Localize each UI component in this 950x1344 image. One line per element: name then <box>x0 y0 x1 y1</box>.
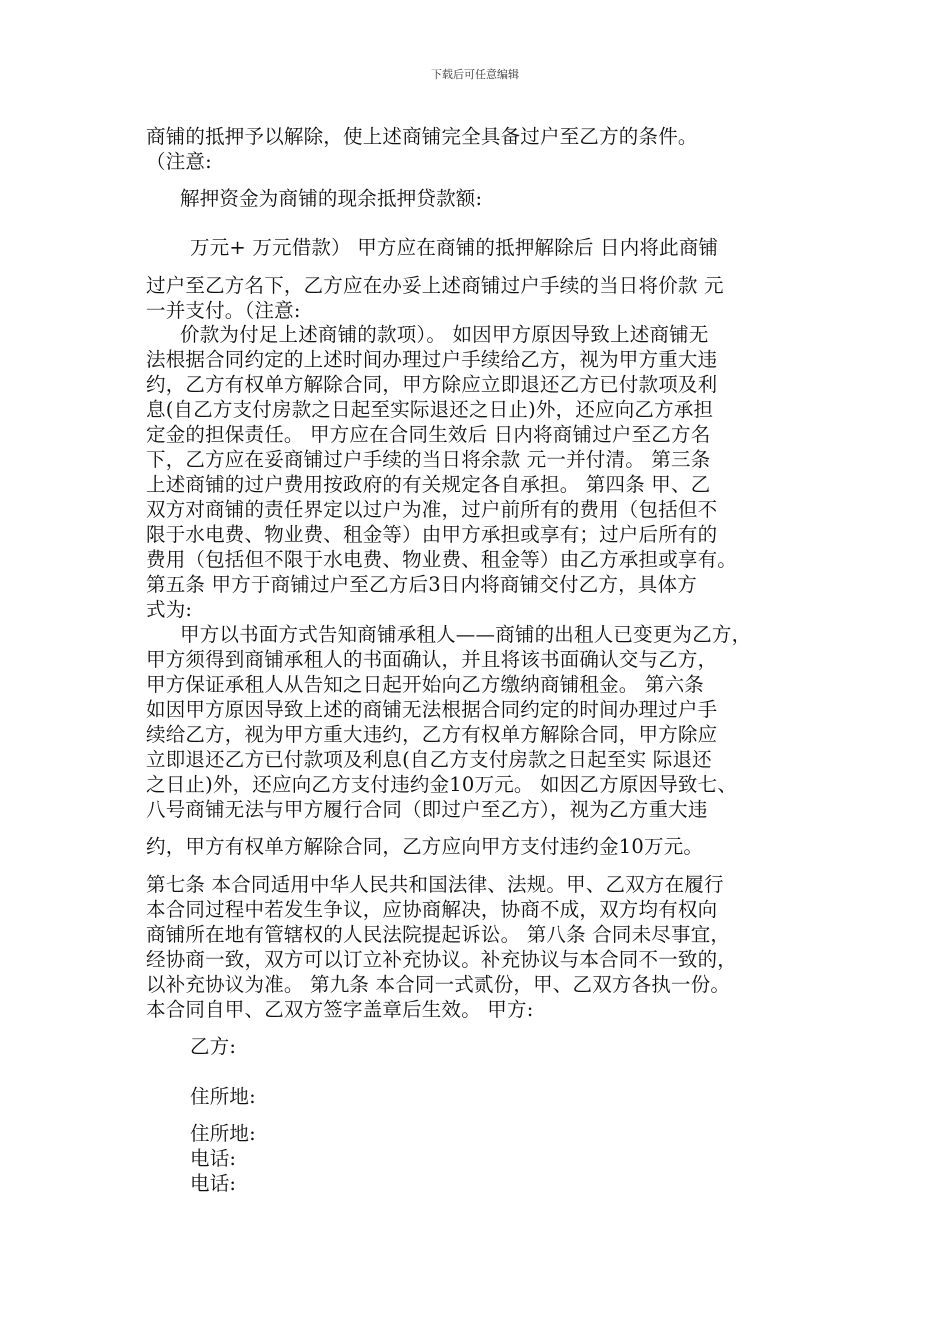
text-line: 价款为付足上述商铺的款项）。 如因甲方原因导致上述商铺无 <box>180 323 709 346</box>
text-line: 以补充协议为准。 第九条 本合同一式贰份，甲、乙双方各执一份。 <box>146 973 731 996</box>
text-line: 如因甲方原因导致上述的商铺无法根据合同约定的时间办理过户手 <box>146 698 718 721</box>
address-label: 住所地: <box>190 1085 256 1108</box>
page-header: 下载后可任意编辑 <box>431 68 519 81</box>
text-line: 甲方以书面方式告知商铺承租人——商铺的出租人已变更为乙方， <box>180 623 752 646</box>
text-line: 八号商铺无法与甲方履行合同（即过户至乙方），视为乙方重大违 <box>146 798 708 821</box>
text-line: 过户至乙方名下，乙方应在办妥上述商铺过户手续的当日将价款 元 <box>146 274 724 297</box>
text-line: 法根据合同约定的上述时间办理过户手续给乙方，视为甲方重大违 <box>146 348 718 371</box>
text-line: 续给乙方，视为甲方重大违约，乙方有权单方解除合同，甲方除应 <box>146 723 718 746</box>
text-line: 甲方须得到商铺承租人的书面确认，并且将该书面确认交与乙方， <box>146 648 718 671</box>
text-line: 息(自乙方支付房款之日起至实际退还之日止)外，还应向乙方承担 <box>146 398 714 421</box>
text-line: 费用（包括但不限于水电费、物业费、租金等）由乙方承担或享有。 <box>146 548 738 571</box>
text-line: 第七条 本合同适用中华人民共和国法律、法规。甲、乙双方在履行 <box>146 873 724 896</box>
signature-party-b-label: 乙方: <box>190 1035 237 1058</box>
text-line: 经协商一致，双方可以订立补充协议。补充协议与本合同不一致的， <box>146 948 738 971</box>
text-line: 式为: <box>146 598 193 621</box>
phone-label: 电话: <box>190 1147 237 1170</box>
text-line: 下，乙方应在妥商铺过户手续的当日将余款 元一并付清。 第三条 <box>146 448 711 471</box>
text-line: 限于水电费、物业费、租金等）由甲方承担或享有；过户后所有的 <box>146 523 718 546</box>
text-line: 商铺的抵押予以解除，使上述商铺完全具备过户至乙方的条件。 <box>146 125 698 148</box>
text-line: 一并支付。（注意: <box>146 299 301 322</box>
text-line: 万元+ 万元借款） 甲方应在商铺的抵押解除后 日内将此商铺 <box>190 236 719 259</box>
text-line: 本合同自甲、乙双方签字盖章后生效。 甲方: <box>146 998 534 1021</box>
address-label: 住所地: <box>190 1122 256 1145</box>
text-line: 约，甲方有权单方解除合同，乙方应向甲方支付违约金10万元。 <box>146 835 704 858</box>
text-line: 定金的担保责任。 甲方应在合同生效后 日内将商铺过户至乙方名 <box>146 423 711 446</box>
text-line: 解押资金为商铺的现余抵押贷款额: <box>180 187 483 210</box>
text-line: 第五条 甲方于商铺过户至乙方后3日内将商铺交付乙方，具体方 <box>146 573 697 596</box>
text-line: 双方对商铺的责任界定以过户为准，过户前所有的费用（包括但不 <box>146 498 718 521</box>
text-line: 甲方保证承租人从告知之日起开始向乙方缴纳商铺租金。 第六条 <box>146 673 704 696</box>
text-line: 上述商铺的过户费用按政府的有关规定各自承担。 第四条 甲、乙 <box>146 473 711 496</box>
text-line: 本合同过程中若发生争议，应协商解决，协商不成，双方均有权向 <box>146 898 718 921</box>
text-line: 约，乙方有权单方解除合同，甲方除应立即退还乙方已付款项及利 <box>146 373 718 396</box>
text-line: （注意: <box>146 150 212 173</box>
text-line: 之日止)外，还应向乙方支付违约金10万元。 如因乙方原因导致七、 <box>146 773 738 796</box>
phone-label: 电话: <box>190 1172 237 1195</box>
text-line: 立即退还乙方已付款项及利息(自乙方支付房款之日起至实 际退还 <box>146 748 712 771</box>
text-line: 商铺所在地有管辖权的人民法院提起诉讼。 第八条 合同未尽事宜， <box>146 923 731 946</box>
